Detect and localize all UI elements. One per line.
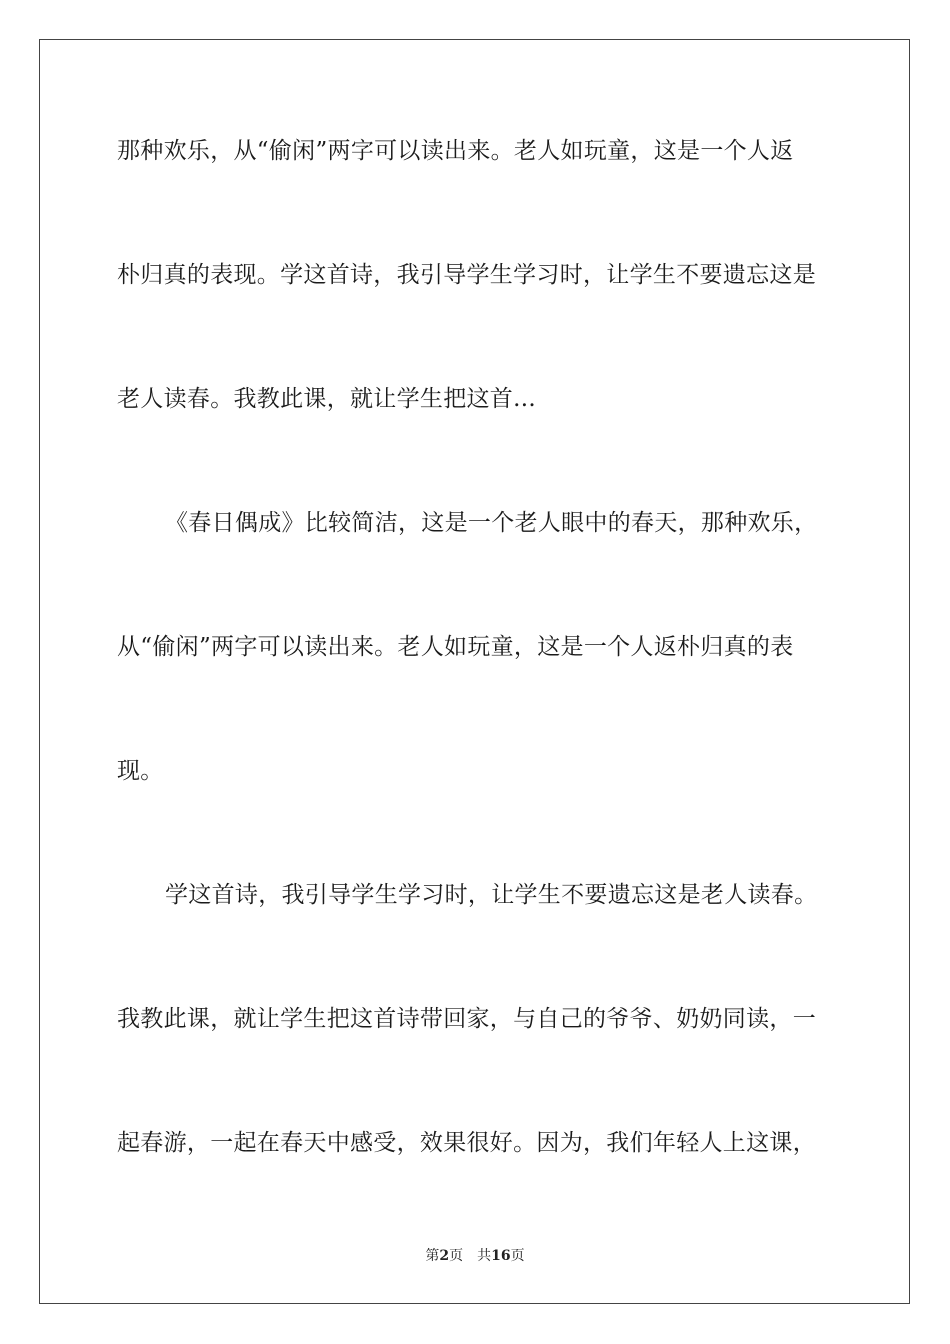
body-text-line: 现。 xyxy=(117,758,164,784)
body-text-line: 我教此课，就让学生把这首诗带回家，与自己的爷爷、奶奶同读，一 xyxy=(117,1006,816,1032)
total-suffix: 页 xyxy=(510,1248,525,1264)
body-text-line: 从“偷闲”两字可以读出来。老人如玩童，这是一个人返朴归真的表 xyxy=(117,634,794,660)
current-page-number: 2 xyxy=(439,1248,450,1264)
body-text-line: 起春游，一起在春天中感受，效果很好。因为，我们年轻人上这课， xyxy=(117,1130,816,1156)
page-footer xyxy=(0,1247,950,1265)
paragraph-start-line: 学这首诗，我引导学生学习时，让学生不要遗忘这是老人读春。 xyxy=(165,882,818,908)
total-prefix: 共 xyxy=(477,1248,492,1264)
body-text-line: 老人读春。我教此课，就让学生把这首... xyxy=(117,386,536,412)
paragraph-start-line: 《春日偶成》比较简洁，这是一个老人眼中的春天，那种欢乐， xyxy=(165,510,818,536)
body-text-line: 那种欢乐，从“偷闲”两字可以读出来。老人如玩童，这是一个人返 xyxy=(117,138,794,164)
total-pages-number: 16 xyxy=(491,1248,511,1264)
page-prefix: 第 xyxy=(425,1248,440,1264)
page-suffix: 页 xyxy=(449,1248,464,1264)
body-text-line: 朴归真的表现。学这首诗，我引导学生学习时，让学生不要遗忘这是 xyxy=(117,262,816,288)
page-border xyxy=(39,39,910,1304)
